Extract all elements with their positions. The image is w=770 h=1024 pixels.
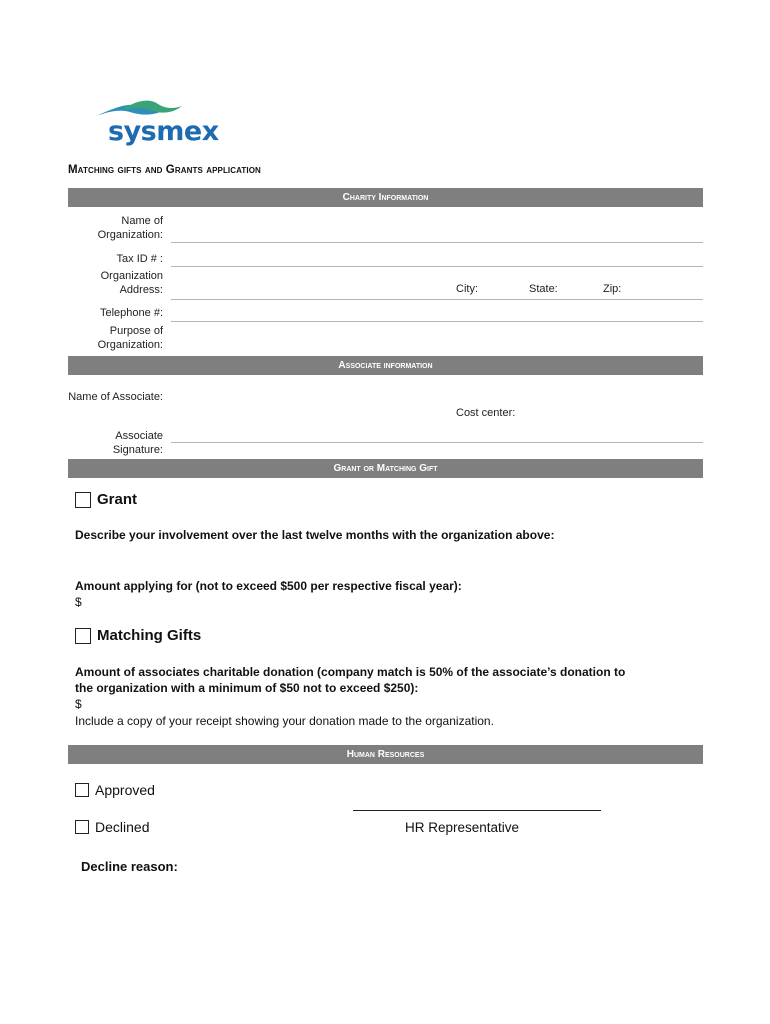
zip-label: Zip: <box>603 283 622 295</box>
tax-id-field[interactable] <box>171 266 703 267</box>
approved-label: Approved <box>95 782 155 798</box>
logo-text: sysmex <box>108 116 219 147</box>
associate-signature-label: Associate Signature: <box>112 430 163 456</box>
matching-donation-text-1: Amount of associates charitable donation (company match is 50% of the associate’s donation to <box>75 665 626 679</box>
receipt-instruction-text: Include a copy of your receipt showing your donation made to the organization. <box>75 714 494 728</box>
organization-name-label: Name of Organization: <box>97 215 163 241</box>
form-title: Matching gifts and Grants application <box>68 164 261 176</box>
amount-dollar-sign: $ <box>75 595 82 609</box>
declined-checkbox[interactable] <box>75 820 89 834</box>
charity-information-header: Charity Information <box>68 188 703 207</box>
describe-involvement-text: Describe your involvement over the last twelve months with the organization above: <box>75 528 555 542</box>
organization-name-field[interactable] <box>171 242 703 243</box>
sysmex-logo <box>94 100 254 152</box>
amount-applying-text: Amount applying for (not to exceed $500 per respective fiscal year): <box>75 579 462 593</box>
decline-reason-label: Decline reason: <box>81 859 178 874</box>
purpose-label: Purpose of Organization: <box>97 325 163 351</box>
human-resources-header: Human Resources <box>68 745 703 764</box>
matching-dollar-sign: $ <box>75 697 82 711</box>
tax-id-label: Tax ID # : <box>116 253 163 265</box>
hr-representative-label: HR Representative <box>405 820 520 835</box>
declined-label: Declined <box>95 819 150 835</box>
organization-address-field[interactable] <box>171 299 703 300</box>
matching-gifts-checkbox[interactable] <box>75 628 91 644</box>
grant-matching-header: Grant or Matching Gift <box>68 459 703 478</box>
declined-option[interactable] <box>75 819 149 835</box>
associate-information-header: Associate information <box>68 356 703 375</box>
state-label: State: <box>529 283 558 295</box>
grant-option[interactable] <box>75 491 137 508</box>
approved-option[interactable] <box>75 782 155 798</box>
associate-signature-field[interactable] <box>171 442 703 443</box>
cost-center-label: Cost center: <box>456 407 516 419</box>
hr-signature-line[interactable] <box>353 810 601 811</box>
matching-donation-text-2: the organization with a minimum of $50 not to exceed $250): <box>75 681 419 695</box>
grant-label: Grant <box>97 491 138 508</box>
associate-name-label: Name of Associate: <box>68 391 163 403</box>
approved-checkbox[interactable] <box>75 783 89 797</box>
grant-checkbox[interactable] <box>75 492 91 508</box>
telephone-label: Telephone #: <box>100 307 163 319</box>
city-label: City: <box>456 283 478 295</box>
telephone-field[interactable] <box>171 321 703 322</box>
matching-gifts-label: Matching Gifts <box>97 627 202 644</box>
matching-gifts-option[interactable] <box>75 627 201 644</box>
organization-address-label: Organization Address: <box>100 270 163 296</box>
